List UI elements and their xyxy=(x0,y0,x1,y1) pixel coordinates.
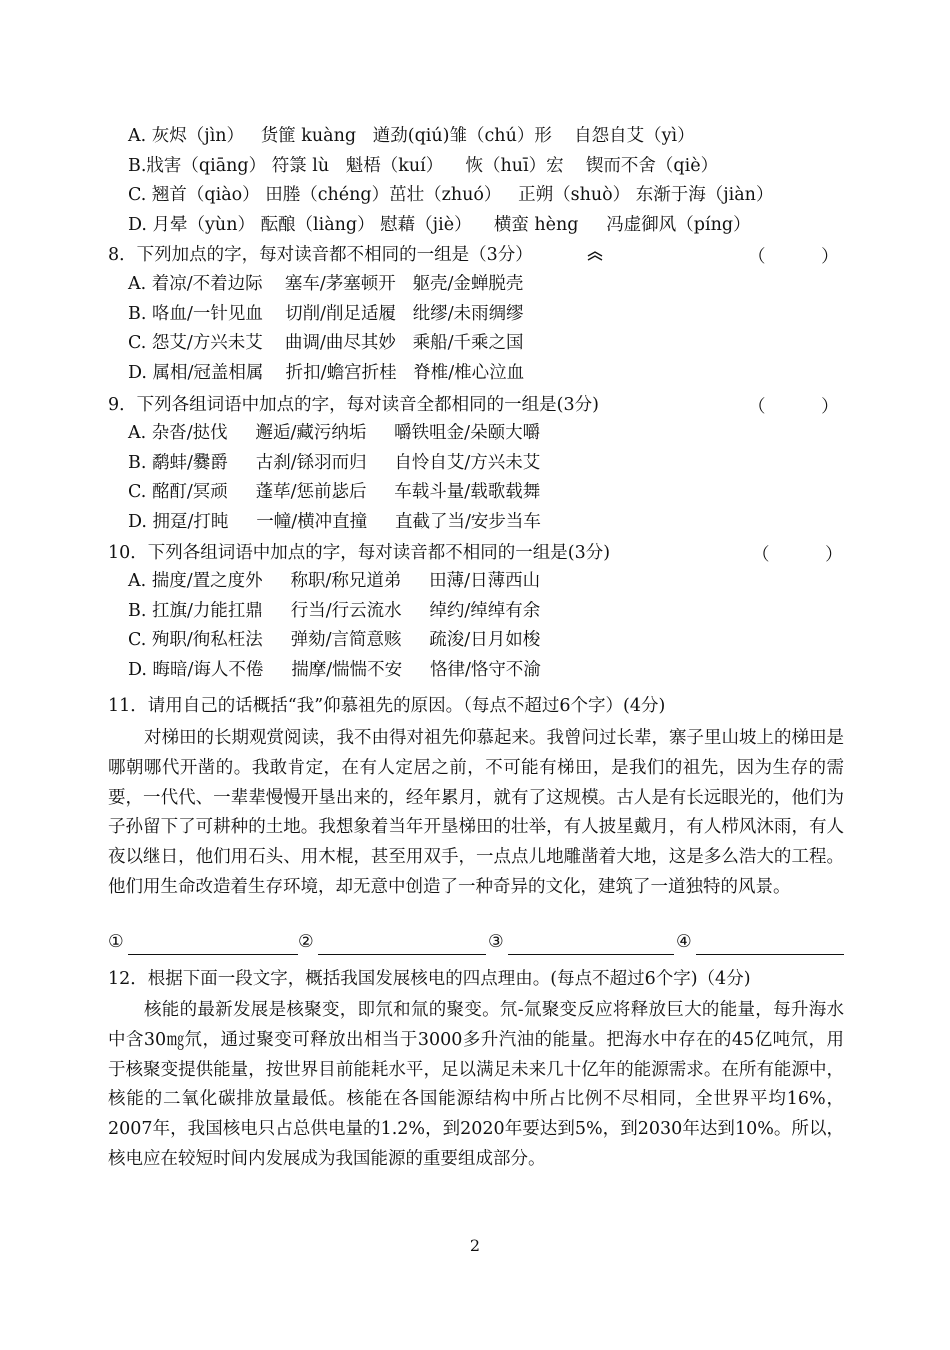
q9-title: 9．下列各组词语中加点的字，每对读音全都相同的一组是(3分) xyxy=(108,395,599,415)
q8-option-c: C. 怨艾/方兴未艾 曲调/曲尽其妙 乘船/千乘之国 xyxy=(128,333,524,353)
q12-passage: 核能的最新发展是核聚变，即氘和氚的聚变。氘-氚聚变反应将释放巨大的能量，每升海水中含30㎎氘，通过聚变可释放出相当于3000多升汽油的能量。把海水中存在的45亿吨氘，用于核聚变提供能量，按世界目前能耗水平，足以满足未来几十亿年的能源需求。在所有能源中，核能的二氧化碳排放量最低。核能在各国能源结构中所占比例不尽相同，全世界平均16%，2007年，我国核电只占总供电量的1.2%，到2020年要达到5%，到2030年达到10%。所以，核电应在较短时间内发展成为我国能源的重要组成部分。 xyxy=(108,1000,844,1169)
q10-option-d: D. 晦暗/诲人不倦 揣摩/惴惴不安 恪律/恪守不渝 xyxy=(128,660,541,680)
page-number: 2 xyxy=(469,1236,481,1255)
q8-option-b: B. 咯血/一针见血 切削/削足适履 纰缪/未雨绸缪 xyxy=(128,304,524,324)
q9-option-d: D. 拥趸/打盹 一幢/横冲直撞 直截了当/安步当车 xyxy=(128,512,541,532)
q8-answer-paren: （ ） xyxy=(748,247,839,267)
q7-option-d: D. 月晕（yùn） 酝酿（liàng） 慰藉（jiè） 横蛮 hèng 冯虚御风（píng） xyxy=(128,215,751,235)
q7-option-a: A. 灰烬（jìn） 货篚 kuàng 遒劲(qiú)雏（chú）形 自怨自艾（yì） xyxy=(128,126,695,146)
q10-answer-paren: （ ） xyxy=(752,545,843,565)
q8-title: 8．下列加点的字，每对读音都不相同的一组是（3分） xyxy=(108,245,533,265)
q9-answer-paren: （ ） xyxy=(748,397,839,417)
q10-option-a: A. 揣度/置之度外 称职/称兄道弟 田薄/日薄西山 xyxy=(128,571,541,591)
q7-option-c: C. 翘首（qiào） 田塍（chéng）茁壮（zhuó） 正朔（shuò） 东渐于海（jiàn） xyxy=(128,185,774,205)
anchor-mark-icon xyxy=(586,250,604,262)
q11-answer-blanks: ① ② ③ ④ xyxy=(108,932,844,958)
q10-option-b: B. 扛旗/力能扛鼎 行当/行云流水 绰约/绰绰有余 xyxy=(128,601,541,621)
q9-option-b: B. 鹬蚌/爨爵 古刹/铩羽而归 自怜自艾/方兴未艾 xyxy=(128,453,541,473)
q11-title: 11．请用自己的话概括“我”仰慕祖先的原因。（每点不超过6个字）(4分) xyxy=(108,696,666,716)
q8-option-d: D. 属相/冠盖相属 折扣/蟾宫折桂 脊椎/椎心泣血 xyxy=(128,363,525,383)
q9-option-c: C. 酩酊/冥顽 蓬荜/惩前毖后 车载斗量/载歌载舞 xyxy=(128,482,541,502)
q7-option-b: B.戕害（qiāng） 符箓 lù 魁梧（kuí） 恢（huī）宏 锲而不舍（qiè） xyxy=(128,156,719,176)
q10-title: 10．下列各组词语中加点的字，每对读音都不相同的一组是(3分) xyxy=(108,543,611,563)
q8-option-a: A. 着凉/不着边际 塞车/茅塞顿开 躯壳/金蝉脱壳 xyxy=(128,274,524,294)
q11-passage: 对梯田的长期观赏阅读，我不由得对祖先仰慕起来。我曾问过长辈，寨子里山坡上的梯田是哪朝哪代开凿的。我敢肯定，在有人定居之前，不可能有梯田，是我们的祖先，因为生存的需要，一代代、一辈辈慢慢开垦出来的，经年累月，就有了这规模。古人是有长远眼光的，他们为子孙留下了可耕种的土地。我想象着当年开垦梯田的壮举，有人披星戴月，有人栉风沐雨，有人夜以继日，他们用石头、用木棍，甚至用双手，一点点儿地雕凿着大地，这是多么浩大的工程。他们用生命改造着生存环境，却无意中创造了一种奇异的文化，建筑了一道独特的风景。 xyxy=(108,728,844,897)
q9-option-a: A. 杂沓/挞伐 邂逅/藏污纳垢 嚼铁咀金/朵颐大嚼 xyxy=(128,423,541,443)
q10-option-c: C. 殉职/徇私枉法 弹劾/言简意赅 疏浚/日月如梭 xyxy=(128,630,541,650)
q12-title: 12．根据下面一段文字，概括我国发展核电的四点理由。(每点不超过6个字)（4分) xyxy=(108,969,751,989)
